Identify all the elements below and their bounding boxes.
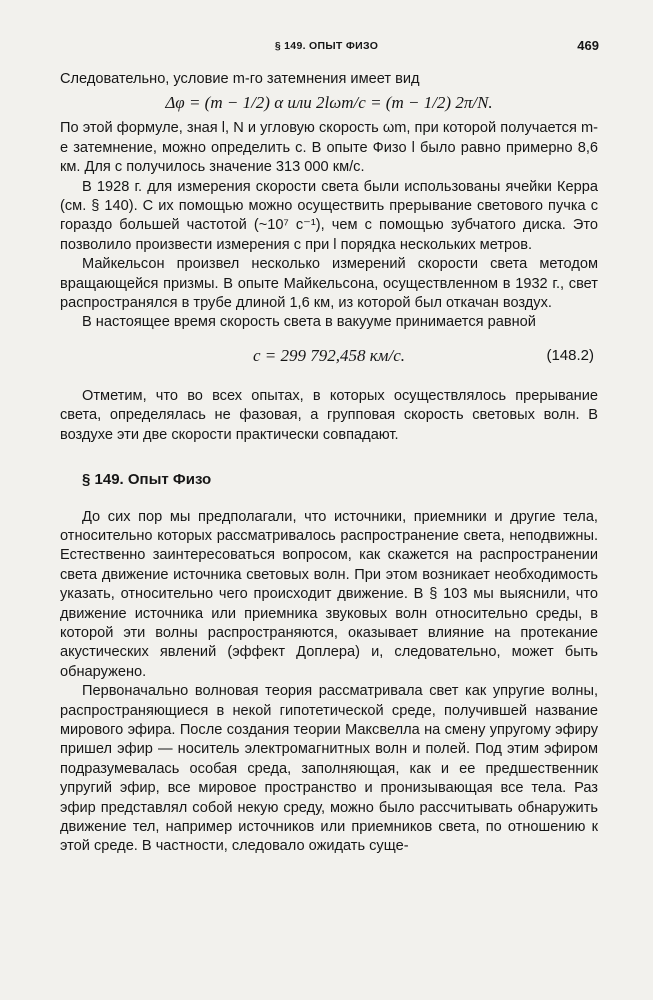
formula-darkening-condition: Δφ = (m − 1/2) α или 2lωm/c = (m − 1/2) 2π/N. xyxy=(165,93,493,113)
paragraph: По этой формуле, зная l, N и угловую скорость ωm, при которой получается m-е затемнение, можно определить c. В опыте Физо l было равно примерно 8,6 км. Для c получилось значение 313 000 км/с. xyxy=(60,120,598,176)
paragraph: В настоящее время скорость света в вакууме принимается равной xyxy=(82,314,536,331)
paragraph: В 1928 г. для измерения скорости света были использованы ячейки Керра (см. § 140). С их помощью можно осуществить прерывание светового пучка с гораздо большей частотой (~10⁷ с⁻¹), чем с помощью зубчатого диска. Это позволило произвести измерения c при l порядка нескольких метров. xyxy=(60,178,598,253)
paragraph: Следовательно, условие m-го затемнения имеет вид xyxy=(60,71,420,87)
running-head: § 149. ОПЫТ ФИЗО xyxy=(274,40,379,52)
formula-expression: c = 299 792,458 км/с. xyxy=(252,345,406,365)
equation-number: (148.2) xyxy=(546,346,594,364)
paragraph: До сих пор мы предполагали, что источники, приемники и другие тела, относительно которых рассматривалось распространение света, неподвижны. Естественно заинтересоваться вопросом, как скажется на распространении света движение источника световых волн. При этом возникает необходимость указать, относительно чего происходит движение. В § 103 мы выяснили, что движение источника или приемника звуковых волн относительно среды, в которой эти волны распространяются, оказывает влияние на протекание акустических явлений (эффект Доплера) и, следовательно, может быть обнаружено. xyxy=(60,508,598,680)
page-number: 469 xyxy=(577,38,599,53)
paragraph: Первоначально волновая теория рассматривала свет как упругие волны, распространяющиеся в некой гипотетической среде, получившей название мирового эфира. После создания теории Максвелла на смену упругому эфиру пришел эфир — носитель электромагнитных волн и полей. Под этим эфиром подразумевалась особая среда, заполняющая, как и ее предшественник упругий эфир, все мировое пространство и пронизывающая все тела. Раз эфир представлял собой некую среду, можно было рассчитывать обнаружить движение тел, например источников или приемников света, по отношению к этой среде. В частности, следовало ожидать суще- xyxy=(60,683,598,855)
paragraph: Отметим, что во всех опытах, в которых осуществлялось прерывание света, определялась не фазовая, а групповая скорость световых волн. В воздухе эти две скорости практически совпадают. xyxy=(60,387,598,443)
section-title: § 149. Опыт Физо xyxy=(82,471,212,489)
body-text xyxy=(60,70,598,857)
paragraph: Майкельсон произвел несколько измерений скорости света методом вращающейся призмы. В опыте Майкельсона, осуществленном в 1932 г., свет распространялся в трубе длиной 1,6 км, из которой был откачан воздух. xyxy=(60,256,598,312)
formula-speed-of-light xyxy=(60,343,598,369)
